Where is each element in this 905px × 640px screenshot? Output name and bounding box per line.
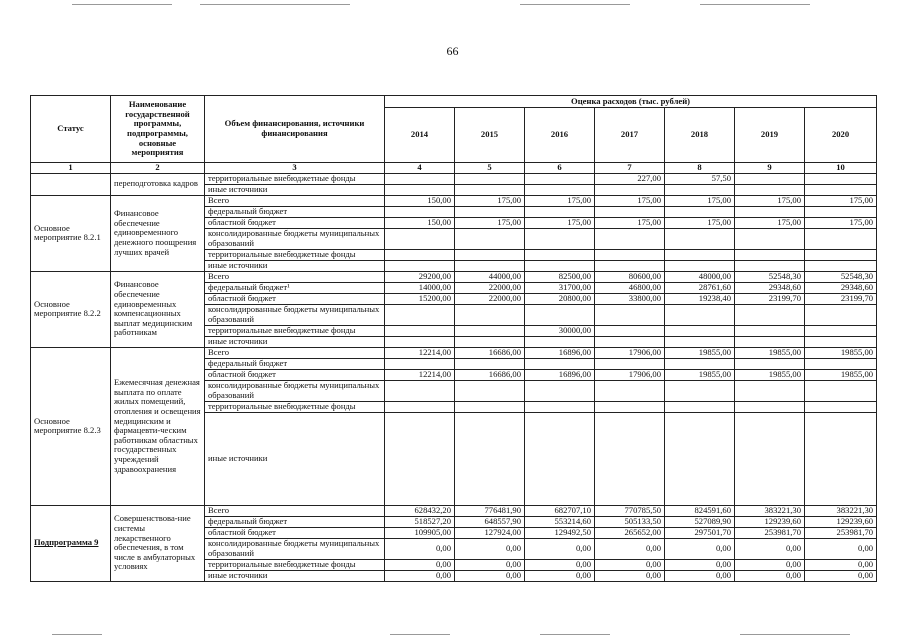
amount-cell: 150,00 [385, 217, 455, 228]
funding-source: федеральный бюджет [205, 358, 385, 369]
amount-cell: 0,00 [735, 538, 805, 559]
header-year: 2018 [665, 108, 735, 163]
amount-cell: 129239,60 [735, 516, 805, 527]
amount-cell [805, 358, 877, 369]
amount-cell [595, 249, 665, 260]
status-label: Основное мероприятие 8.2.3 [34, 415, 101, 436]
amount-cell: 129492,50 [525, 527, 595, 538]
amount-cell: 383221,30 [735, 505, 805, 516]
amount-cell [525, 380, 595, 401]
amount-cell: 0,00 [455, 538, 525, 559]
amount-cell [385, 228, 455, 249]
amount-cell [525, 336, 595, 347]
column-number: 8 [665, 163, 735, 174]
table-row [31, 195, 877, 206]
amount-cell: 0,00 [595, 538, 665, 559]
funding-source: консолидированные бюджеты муниципальных образований [205, 380, 385, 401]
amount-cell: 297501,70 [665, 527, 735, 538]
column-number: 7 [595, 163, 665, 174]
amount-cell [455, 228, 525, 249]
funding-source: областной бюджет [205, 527, 385, 538]
amount-cell [595, 358, 665, 369]
amount-cell [385, 401, 455, 412]
amount-cell [455, 412, 525, 505]
amount-cell: 29348,60 [805, 282, 877, 293]
amount-cell: 12214,00 [385, 347, 455, 358]
amount-cell: 175,00 [595, 217, 665, 228]
amount-cell [665, 206, 735, 217]
column-number: 9 [735, 163, 805, 174]
amount-cell [455, 304, 525, 325]
amount-cell: 0,00 [455, 570, 525, 581]
amount-cell: 14000,00 [385, 282, 455, 293]
funding-source: территориальные внебюджетные фонды [205, 401, 385, 412]
amount-cell: 48000,00 [665, 271, 735, 282]
amount-cell: 16896,00 [525, 369, 595, 380]
amount-cell [735, 380, 805, 401]
activity-name: переподготовка кадров [111, 173, 205, 195]
amount-cell: 19855,00 [805, 347, 877, 358]
table-row [31, 505, 877, 516]
amount-cell: 628432,20 [385, 505, 455, 516]
amount-cell [735, 249, 805, 260]
amount-cell: 265652,00 [595, 527, 665, 538]
amount-cell [735, 206, 805, 217]
amount-cell: 17906,00 [595, 369, 665, 380]
amount-cell [665, 325, 735, 336]
amount-cell: 505133,50 [595, 516, 665, 527]
amount-cell [385, 358, 455, 369]
amount-cell: 0,00 [805, 559, 877, 570]
amount-cell [805, 304, 877, 325]
amount-cell: 527089,90 [665, 516, 735, 527]
amount-cell: 0,00 [665, 538, 735, 559]
amount-cell [805, 184, 877, 195]
amount-cell: 0,00 [385, 559, 455, 570]
header-year: 2016 [525, 108, 595, 163]
amount-cell [455, 249, 525, 260]
table-row [31, 271, 877, 282]
amount-cell: 0,00 [525, 538, 595, 559]
header-estimate: Оценка расходов (тыс. рублей) [385, 96, 877, 108]
amount-cell [805, 412, 877, 505]
amount-cell [525, 173, 595, 184]
header-year: 2014 [385, 108, 455, 163]
header-year: 2017 [595, 108, 665, 163]
amount-cell [385, 304, 455, 325]
amount-cell [735, 336, 805, 347]
amount-cell: 175,00 [735, 217, 805, 228]
amount-cell: 682707,10 [525, 505, 595, 516]
amount-cell: 30000,00 [525, 325, 595, 336]
header-name: Наименование государственной программы, подпрограммы, основные мероприятия [111, 96, 205, 163]
amount-cell [385, 173, 455, 184]
column-number: 5 [455, 163, 525, 174]
activity-name: Финансовое обеспечение единовременных компенсационных выплат медицинским работникам [111, 271, 205, 347]
amount-cell [805, 173, 877, 184]
amount-cell [735, 325, 805, 336]
row-status [31, 347, 111, 505]
amount-cell: 0,00 [525, 570, 595, 581]
amount-cell [735, 173, 805, 184]
funding-source: областной бюджет [205, 293, 385, 304]
amount-cell [525, 249, 595, 260]
header-status: Статус [31, 96, 111, 163]
amount-cell: 0,00 [665, 559, 735, 570]
activity-name: Совершенствова-ние системы лекарственного обеспечения, в том числе в амбулаторных условиях [111, 505, 205, 581]
amount-cell [385, 206, 455, 217]
column-number: 1 [31, 163, 111, 174]
funding-source: областной бюджет [205, 369, 385, 380]
amount-cell: 16686,00 [455, 369, 525, 380]
amount-cell [665, 184, 735, 195]
page-number: 66 [446, 44, 459, 58]
amount-cell: 12214,00 [385, 369, 455, 380]
funding-source: территориальные внебюджетные фонды [205, 559, 385, 570]
amount-cell [805, 325, 877, 336]
amount-cell: 0,00 [525, 559, 595, 570]
amount-cell [455, 401, 525, 412]
funding-source: Всего [205, 505, 385, 516]
amount-cell: 175,00 [525, 195, 595, 206]
amount-cell [805, 380, 877, 401]
amount-cell: 0,00 [805, 538, 877, 559]
funding-source: территориальные внебюджетные фонды [205, 325, 385, 336]
activity-name: Финансовое обеспечение единовременного денежного поощрения лучших врачей [111, 195, 205, 271]
amount-cell [805, 260, 877, 271]
amount-cell [665, 228, 735, 249]
amount-cell: 150,00 [385, 195, 455, 206]
amount-cell [735, 228, 805, 249]
column-number: 2 [111, 163, 205, 174]
amount-cell: 80600,00 [595, 271, 665, 282]
header-source: Объем финансирования, источники финансирования [205, 96, 385, 163]
amount-cell [735, 358, 805, 369]
amount-cell [595, 401, 665, 412]
amount-cell: 175,00 [525, 217, 595, 228]
amount-cell [525, 228, 595, 249]
amount-cell: 0,00 [735, 559, 805, 570]
amount-cell [595, 304, 665, 325]
amount-cell [805, 206, 877, 217]
funding-source: Всего [205, 347, 385, 358]
amount-cell: 23199,70 [805, 293, 877, 304]
amount-cell [735, 412, 805, 505]
amount-cell: 175,00 [735, 195, 805, 206]
amount-cell: 19855,00 [735, 369, 805, 380]
amount-cell: 0,00 [735, 570, 805, 581]
amount-cell: 776481,90 [455, 505, 525, 516]
amount-cell [595, 206, 665, 217]
row-status [31, 195, 111, 271]
amount-cell: 57,50 [665, 173, 735, 184]
amount-cell [595, 336, 665, 347]
amount-cell: 109905,00 [385, 527, 455, 538]
row-status [31, 271, 111, 347]
amount-cell [805, 401, 877, 412]
column-number: 4 [385, 163, 455, 174]
amount-cell [735, 304, 805, 325]
funding-source: иные источники [205, 570, 385, 581]
amount-cell: 175,00 [455, 217, 525, 228]
amount-cell: 22000,00 [455, 282, 525, 293]
amount-cell: 0,00 [665, 570, 735, 581]
header-year: 2019 [735, 108, 805, 163]
funding-source: иные источники [205, 412, 385, 505]
amount-cell [525, 260, 595, 271]
column-number: 3 [205, 163, 385, 174]
amount-cell: 19855,00 [735, 347, 805, 358]
amount-cell: 52548,30 [805, 271, 877, 282]
amount-cell: 127924,00 [455, 527, 525, 538]
amount-cell: 175,00 [665, 195, 735, 206]
amount-cell: 16686,00 [455, 347, 525, 358]
amount-cell [735, 260, 805, 271]
amount-cell: 23199,70 [735, 293, 805, 304]
amount-cell [595, 412, 665, 505]
amount-cell: 22000,00 [455, 293, 525, 304]
amount-cell: 19855,00 [665, 347, 735, 358]
row-status [31, 173, 111, 195]
funding-source: областной бюджет [205, 217, 385, 228]
amount-cell: 253981,70 [735, 527, 805, 538]
amount-cell: 770785,50 [595, 505, 665, 516]
amount-cell [595, 260, 665, 271]
amount-cell [805, 228, 877, 249]
amount-cell: 44000,00 [455, 271, 525, 282]
amount-cell [455, 380, 525, 401]
funding-source: консолидированные бюджеты муниципальных образований [205, 228, 385, 249]
amount-cell: 19238,40 [665, 293, 735, 304]
amount-cell: 52548,30 [735, 271, 805, 282]
amount-cell [455, 325, 525, 336]
amount-cell [665, 336, 735, 347]
status-label: Основное мероприятие 8.2.1 [34, 222, 101, 243]
amount-cell [385, 249, 455, 260]
amount-cell [385, 336, 455, 347]
amount-cell: 29348,60 [735, 282, 805, 293]
table-body [31, 173, 877, 581]
amount-cell [385, 380, 455, 401]
amount-cell [595, 380, 665, 401]
amount-cell [455, 260, 525, 271]
amount-cell [525, 184, 595, 195]
amount-cell [665, 380, 735, 401]
amount-cell [525, 206, 595, 217]
amount-cell: 553214,60 [525, 516, 595, 527]
amount-cell [385, 325, 455, 336]
amount-cell: 82500,00 [525, 271, 595, 282]
column-number: 10 [805, 163, 877, 174]
amount-cell: 518527,20 [385, 516, 455, 527]
header-year: 2015 [455, 108, 525, 163]
amount-cell [805, 249, 877, 260]
amount-cell: 0,00 [595, 570, 665, 581]
amount-cell: 648557,90 [455, 516, 525, 527]
row-status [31, 505, 111, 581]
amount-cell: 0,00 [385, 538, 455, 559]
amount-cell: 175,00 [595, 195, 665, 206]
funding-source: федеральный бюджет [205, 206, 385, 217]
amount-cell: 383221,30 [805, 505, 877, 516]
amount-cell [525, 358, 595, 369]
amount-cell: 175,00 [805, 217, 877, 228]
amount-cell [735, 184, 805, 195]
funding-source: иные источники [205, 184, 385, 195]
funding-source: Всего [205, 195, 385, 206]
amount-cell: 28761,60 [665, 282, 735, 293]
amount-cell: 175,00 [665, 217, 735, 228]
amount-cell [595, 325, 665, 336]
table-row [31, 173, 877, 184]
amount-cell [525, 412, 595, 505]
amount-cell: 29200,00 [385, 271, 455, 282]
amount-cell [385, 184, 455, 195]
amount-cell: 20800,00 [525, 293, 595, 304]
funding-source: федеральный бюджет¹ [205, 282, 385, 293]
amount-cell [665, 401, 735, 412]
funding-source: Всего [205, 271, 385, 282]
amount-cell [805, 336, 877, 347]
amount-cell: 227,00 [595, 173, 665, 184]
funding-source: иные источники [205, 336, 385, 347]
amount-cell: 33800,00 [595, 293, 665, 304]
funding-source: территориальные внебюджетные фонды [205, 173, 385, 184]
amount-cell: 175,00 [455, 195, 525, 206]
status-label: Основное мероприятие 8.2.2 [34, 298, 101, 319]
amount-cell [595, 228, 665, 249]
amount-cell: 46800,00 [595, 282, 665, 293]
amount-cell: 0,00 [455, 559, 525, 570]
amount-cell [385, 412, 455, 505]
amount-cell: 15200,00 [385, 293, 455, 304]
amount-cell [525, 401, 595, 412]
amount-cell [455, 358, 525, 369]
amount-cell: 17906,00 [595, 347, 665, 358]
funding-source: консолидированные бюджеты муниципальных образований [205, 538, 385, 559]
amount-cell [455, 173, 525, 184]
amount-cell: 19855,00 [665, 369, 735, 380]
amount-cell [525, 304, 595, 325]
amount-cell [735, 401, 805, 412]
amount-cell: 16896,00 [525, 347, 595, 358]
amount-cell [455, 206, 525, 217]
amount-cell [665, 358, 735, 369]
header-year: 2020 [805, 108, 877, 163]
amount-cell [455, 184, 525, 195]
amount-cell [665, 260, 735, 271]
funding-source: территориальные внебюджетные фонды [205, 249, 385, 260]
amount-cell [665, 412, 735, 505]
financing-table [30, 95, 877, 582]
funding-source: консолидированные бюджеты муниципальных образований [205, 304, 385, 325]
amount-cell [665, 249, 735, 260]
funding-source: федеральный бюджет [205, 516, 385, 527]
amount-cell: 129239,60 [805, 516, 877, 527]
status-label: Подпрограмма 9 [34, 537, 99, 548]
amount-cell [665, 304, 735, 325]
amount-cell: 0,00 [805, 570, 877, 581]
amount-cell [455, 336, 525, 347]
amount-cell [385, 260, 455, 271]
amount-cell [595, 184, 665, 195]
amount-cell: 0,00 [385, 570, 455, 581]
activity-name: Ежемесячная денежная выплата по оплате жилых помещений, отопления и освещения медицинским и фармацевти-ческим работникам областных государственных учреждений здравоохранения [111, 347, 205, 505]
amount-cell: 31700,00 [525, 282, 595, 293]
funding-source: иные источники [205, 260, 385, 271]
amount-cell: 253981,70 [805, 527, 877, 538]
amount-cell: 175,00 [805, 195, 877, 206]
column-number: 6 [525, 163, 595, 174]
amount-cell: 824591,60 [665, 505, 735, 516]
table-row [31, 347, 877, 358]
amount-cell: 0,00 [595, 559, 665, 570]
amount-cell: 19855,00 [805, 369, 877, 380]
